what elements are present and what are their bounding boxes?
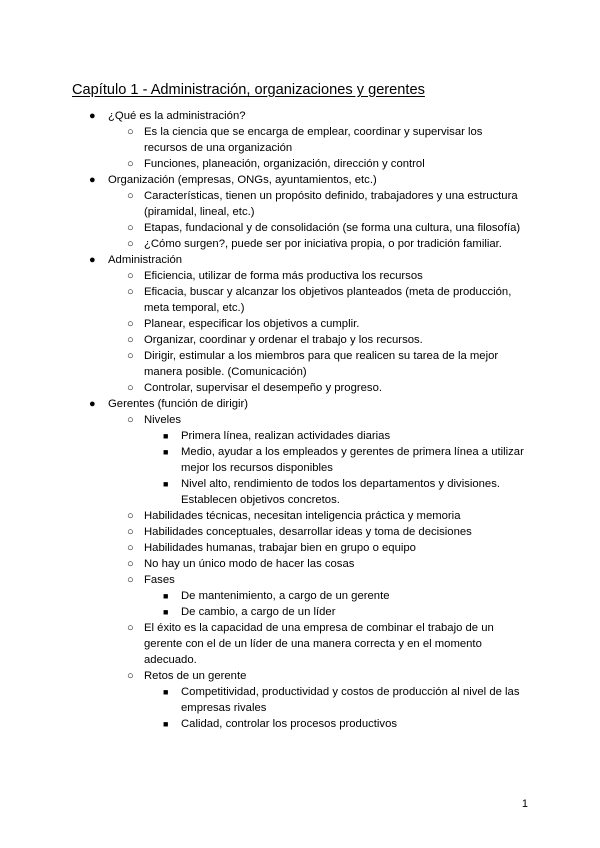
bullet-icon: ■ — [163, 591, 169, 601]
list-item — [0, 332, 528, 348]
bullet-icon: ● — [89, 254, 96, 266]
bullet-icon: ○ — [127, 318, 134, 330]
bullet-icon: ○ — [127, 286, 134, 298]
bullet-icon: ○ — [127, 190, 134, 202]
bullet-icon: ○ — [127, 238, 134, 250]
bullet-icon: ○ — [127, 622, 134, 634]
item-text: Fases — [144, 574, 175, 586]
item-text: Primera línea, realizan actividades diarias — [181, 430, 391, 442]
item-text: Organización (empresas, ONGs, ayuntamientos, etc.) — [108, 174, 377, 186]
bullet-icon: ● — [89, 110, 96, 122]
list-item — [0, 556, 528, 572]
item-text: Organizar, coordinar y ordenar el trabajo y los recursos. — [144, 334, 423, 346]
bullet-icon: ○ — [127, 350, 134, 362]
section-item — [0, 252, 528, 268]
bullet-icon: ○ — [127, 558, 134, 570]
sub-list-item — [0, 716, 528, 732]
item-text: El éxito es la capacidad de una empresa de combinar el trabajo de un gerente con el de un líder de una manera correcta y en el momento adecuado. — [144, 622, 494, 666]
section-item — [0, 396, 528, 412]
item-text: Eficacia, buscar y alcanzar los objetivos planteados (meta de producción, meta temporal, etc.) — [144, 286, 512, 314]
bullet-icon: ○ — [127, 382, 134, 394]
page-title: Capítulo 1 - Administración, organizaciones y gerentes — [72, 81, 425, 98]
item-text: Niveles — [144, 414, 182, 426]
sub-list-item — [0, 604, 528, 620]
item-text: Nivel alto, rendimiento de todos los departamentos y divisiones. Establecen objetivos concretos. — [181, 478, 500, 506]
section-item — [0, 108, 528, 124]
item-text: Calidad, controlar los procesos productivos — [181, 718, 398, 730]
list-item — [0, 156, 528, 172]
list-item — [0, 124, 528, 156]
item-text: Habilidades técnicas, necesitan inteligencia práctica y memoria — [144, 510, 461, 522]
item-text: Es la ciencia que se encarga de emplear, coordinar y supervisar los recursos de una organización — [144, 126, 483, 154]
item-text: Administración — [108, 254, 183, 266]
sub-list-item — [0, 476, 528, 508]
list-item — [0, 668, 528, 684]
item-text: Planear, especificar los objetivos a cumplir. — [144, 318, 360, 330]
item-text: Medio, ayudar a los empleados y gerentes de primera línea a utilizar mejor los recursos disponibles — [181, 446, 524, 474]
list-item — [0, 572, 528, 588]
list-item — [0, 268, 528, 284]
sub-list-item — [0, 444, 528, 476]
bullet-icon: ○ — [127, 270, 134, 282]
item-text: ¿Cómo surgen?, puede ser por iniciativa propia, o por tradición familiar. — [144, 238, 502, 250]
section-item — [0, 172, 528, 188]
item-text: Controlar, supervisar el desempeño y progreso. — [144, 382, 382, 394]
list-item — [0, 380, 528, 396]
list-item — [0, 412, 528, 428]
list-item — [0, 316, 528, 332]
bullet-icon: ○ — [127, 158, 134, 170]
bullet-icon: ○ — [127, 526, 134, 538]
item-text: ¿Qué es la administración? — [108, 110, 246, 122]
item-text: Eficiencia, utilizar de forma más productiva los recursos — [144, 270, 423, 282]
item-text: De mantenimiento, a cargo de un gerente — [181, 590, 390, 602]
item-text: Gerentes (función de dirigir) — [108, 398, 249, 410]
bullet-icon: ○ — [127, 126, 134, 138]
item-text: Funciones, planeación, organización, dirección y control — [144, 158, 425, 170]
item-text: De cambio, a cargo de un líder — [181, 606, 336, 618]
bullet-icon: ○ — [127, 574, 134, 586]
bullet-icon: ■ — [163, 479, 169, 489]
item-text: Dirigir, estimular a los miembros para que realicen su tarea de la mejor manera posible. (Comunicación) — [144, 350, 499, 378]
item-text: Características, tienen un propósito definido, trabajadores y una estructura (piramidal, lineal, etc.) — [144, 190, 518, 218]
bullet-icon: ● — [89, 398, 96, 410]
bullet-icon: ○ — [127, 670, 134, 682]
bullet-icon: ○ — [127, 510, 134, 522]
sub-list-item — [0, 588, 528, 604]
list-item — [0, 284, 528, 316]
item-text: Competitividad, productividad y costos de producción al nivel de las empresas rivales — [181, 686, 520, 714]
list-item — [0, 220, 528, 236]
list-item — [0, 188, 528, 220]
bullet-icon: ○ — [127, 542, 134, 554]
item-text: No hay un único modo de hacer las cosas — [144, 558, 355, 570]
bullet-icon: ● — [89, 174, 96, 186]
item-text: Habilidades conceptuales, desarrollar ideas y toma de decisiones — [144, 526, 472, 538]
item-text: Retos de un gerente — [144, 670, 247, 682]
sub-list-item — [0, 428, 528, 444]
bullet-icon: ○ — [127, 334, 134, 346]
item-text: Habilidades humanas, trabajar bien en grupo o equipo — [144, 542, 416, 554]
list-item — [0, 620, 528, 668]
list-item — [0, 508, 528, 524]
sub-list-item — [0, 684, 528, 716]
bullet-icon: ■ — [163, 607, 169, 617]
bullet-icon: ■ — [163, 719, 169, 729]
bullet-icon: ■ — [163, 447, 169, 457]
list-item — [0, 540, 528, 556]
bullet-icon: ○ — [127, 414, 134, 426]
list-item — [0, 236, 528, 252]
list-item — [0, 348, 528, 380]
list-item — [0, 524, 528, 540]
page-number: 1 — [521, 798, 528, 810]
bullet-icon: ■ — [163, 687, 169, 697]
item-text: Etapas, fundacional y de consolidación (se forma una cultura, una filosofía) — [144, 222, 521, 234]
bullet-icon: ■ — [163, 431, 169, 441]
outline-list — [0, 108, 600, 732]
bullet-icon: ○ — [127, 222, 134, 234]
